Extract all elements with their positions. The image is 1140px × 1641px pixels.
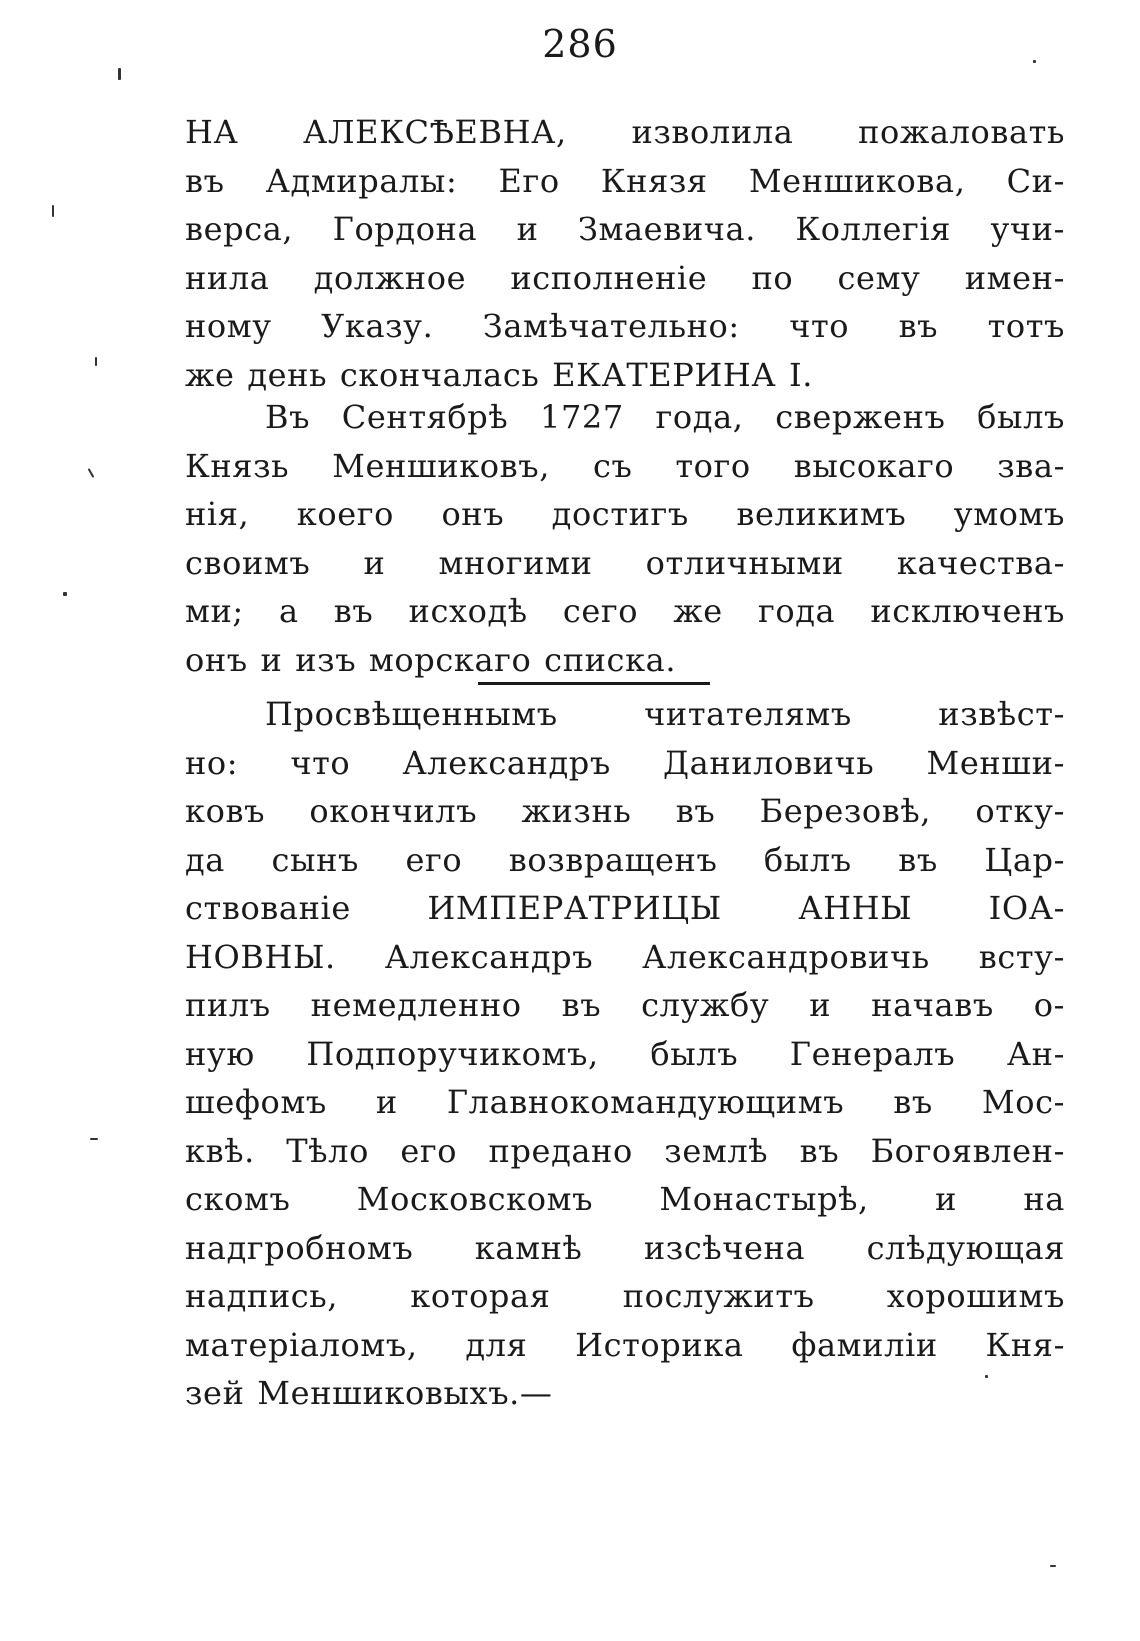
text-line: Князь Меншиковъ, съ того высокаго зва-: [185, 446, 1065, 485]
text-line: въ Адмиралы: Его Князя Меншикова, Си-: [185, 161, 1065, 200]
text-line: Просвѣщеннымъ читателямъ извѣст-: [265, 695, 1065, 733]
text-line: но: что Александръ Даниловичь Менши-: [185, 743, 1065, 782]
scan-speck: [1050, 1565, 1056, 1567]
text-line: же день скончалась ЕКАТЕРИНА I.: [185, 355, 814, 394]
text-line: надгробномъ камнѣ изсѣчена слѣдующая: [185, 1228, 1065, 1267]
text-line: своимъ и многими отличными качества-: [185, 543, 1065, 582]
text-line: Въ Сентябрѣ 1727 года, сверженъ былъ: [265, 398, 1065, 436]
scan-speck: [63, 592, 67, 596]
text-line: матеріаломъ, для Историка фамиліи Кня-: [185, 1325, 1065, 1364]
text-line: ному Указу. Замѣчательно: что въ тотъ: [185, 307, 1065, 345]
scan-speck: [95, 357, 97, 366]
text-line: ствованіе ИМПЕРАТРИЦЫ АННЫ IОА-: [185, 889, 1065, 927]
scan-speck: [90, 1138, 98, 1140]
scan-speck: [985, 1375, 988, 1378]
text-line: онъ и изъ морскаго списка.: [185, 640, 677, 679]
text-line: скомъ Московскомъ Монастырѣ, и на: [185, 1180, 1065, 1218]
scan-speck: [1033, 60, 1036, 63]
text-line: надпись, которая послужитъ хорошимъ: [185, 1277, 1065, 1315]
text-line: нія, коего онъ достигъ великимъ умомъ: [185, 495, 1065, 533]
page-number: 286: [542, 22, 618, 66]
text-line: верса, Гордона и Змаевича. Коллегія учи-: [185, 210, 1065, 248]
text-line: пилъ немедленно въ службу и начавъ о-: [185, 986, 1065, 1024]
text-line: квѣ. Тѣло его предано землѣ въ Богоявлен-: [185, 1131, 1065, 1170]
text-line: НА АЛЕКСѢЕВНА, изволила пожаловать: [185, 113, 1065, 151]
text-line: ми; а въ исходѣ сего же года исключенъ: [185, 592, 1065, 630]
paragraph-1: [185, 108, 1065, 399]
text-line: шефомъ и Главнокомандующимъ въ Мос-: [185, 1083, 1065, 1121]
scan-speck: [88, 468, 95, 478]
text-line: зей Меншиковыхъ.—: [185, 1374, 553, 1412]
text-line: ную Подпоручикомъ, былъ Генералъ Ан-: [185, 1034, 1065, 1073]
section-divider: [478, 682, 710, 685]
text-line: НОВНЫ. Александръ Александровичь всту-: [185, 937, 1065, 976]
paragraph-2: [185, 393, 1065, 684]
text-line: нила должное исполненіе по сему имен-: [185, 258, 1065, 297]
text-line: да сынъ его возвращенъ былъ въ Цар-: [185, 840, 1065, 879]
paragraph-3: [185, 690, 1065, 1418]
scan-speck: [52, 205, 54, 217]
scan-speck: [118, 68, 121, 80]
text-line: ковъ окончилъ жизнь въ Березовѣ, отку-: [185, 792, 1065, 830]
